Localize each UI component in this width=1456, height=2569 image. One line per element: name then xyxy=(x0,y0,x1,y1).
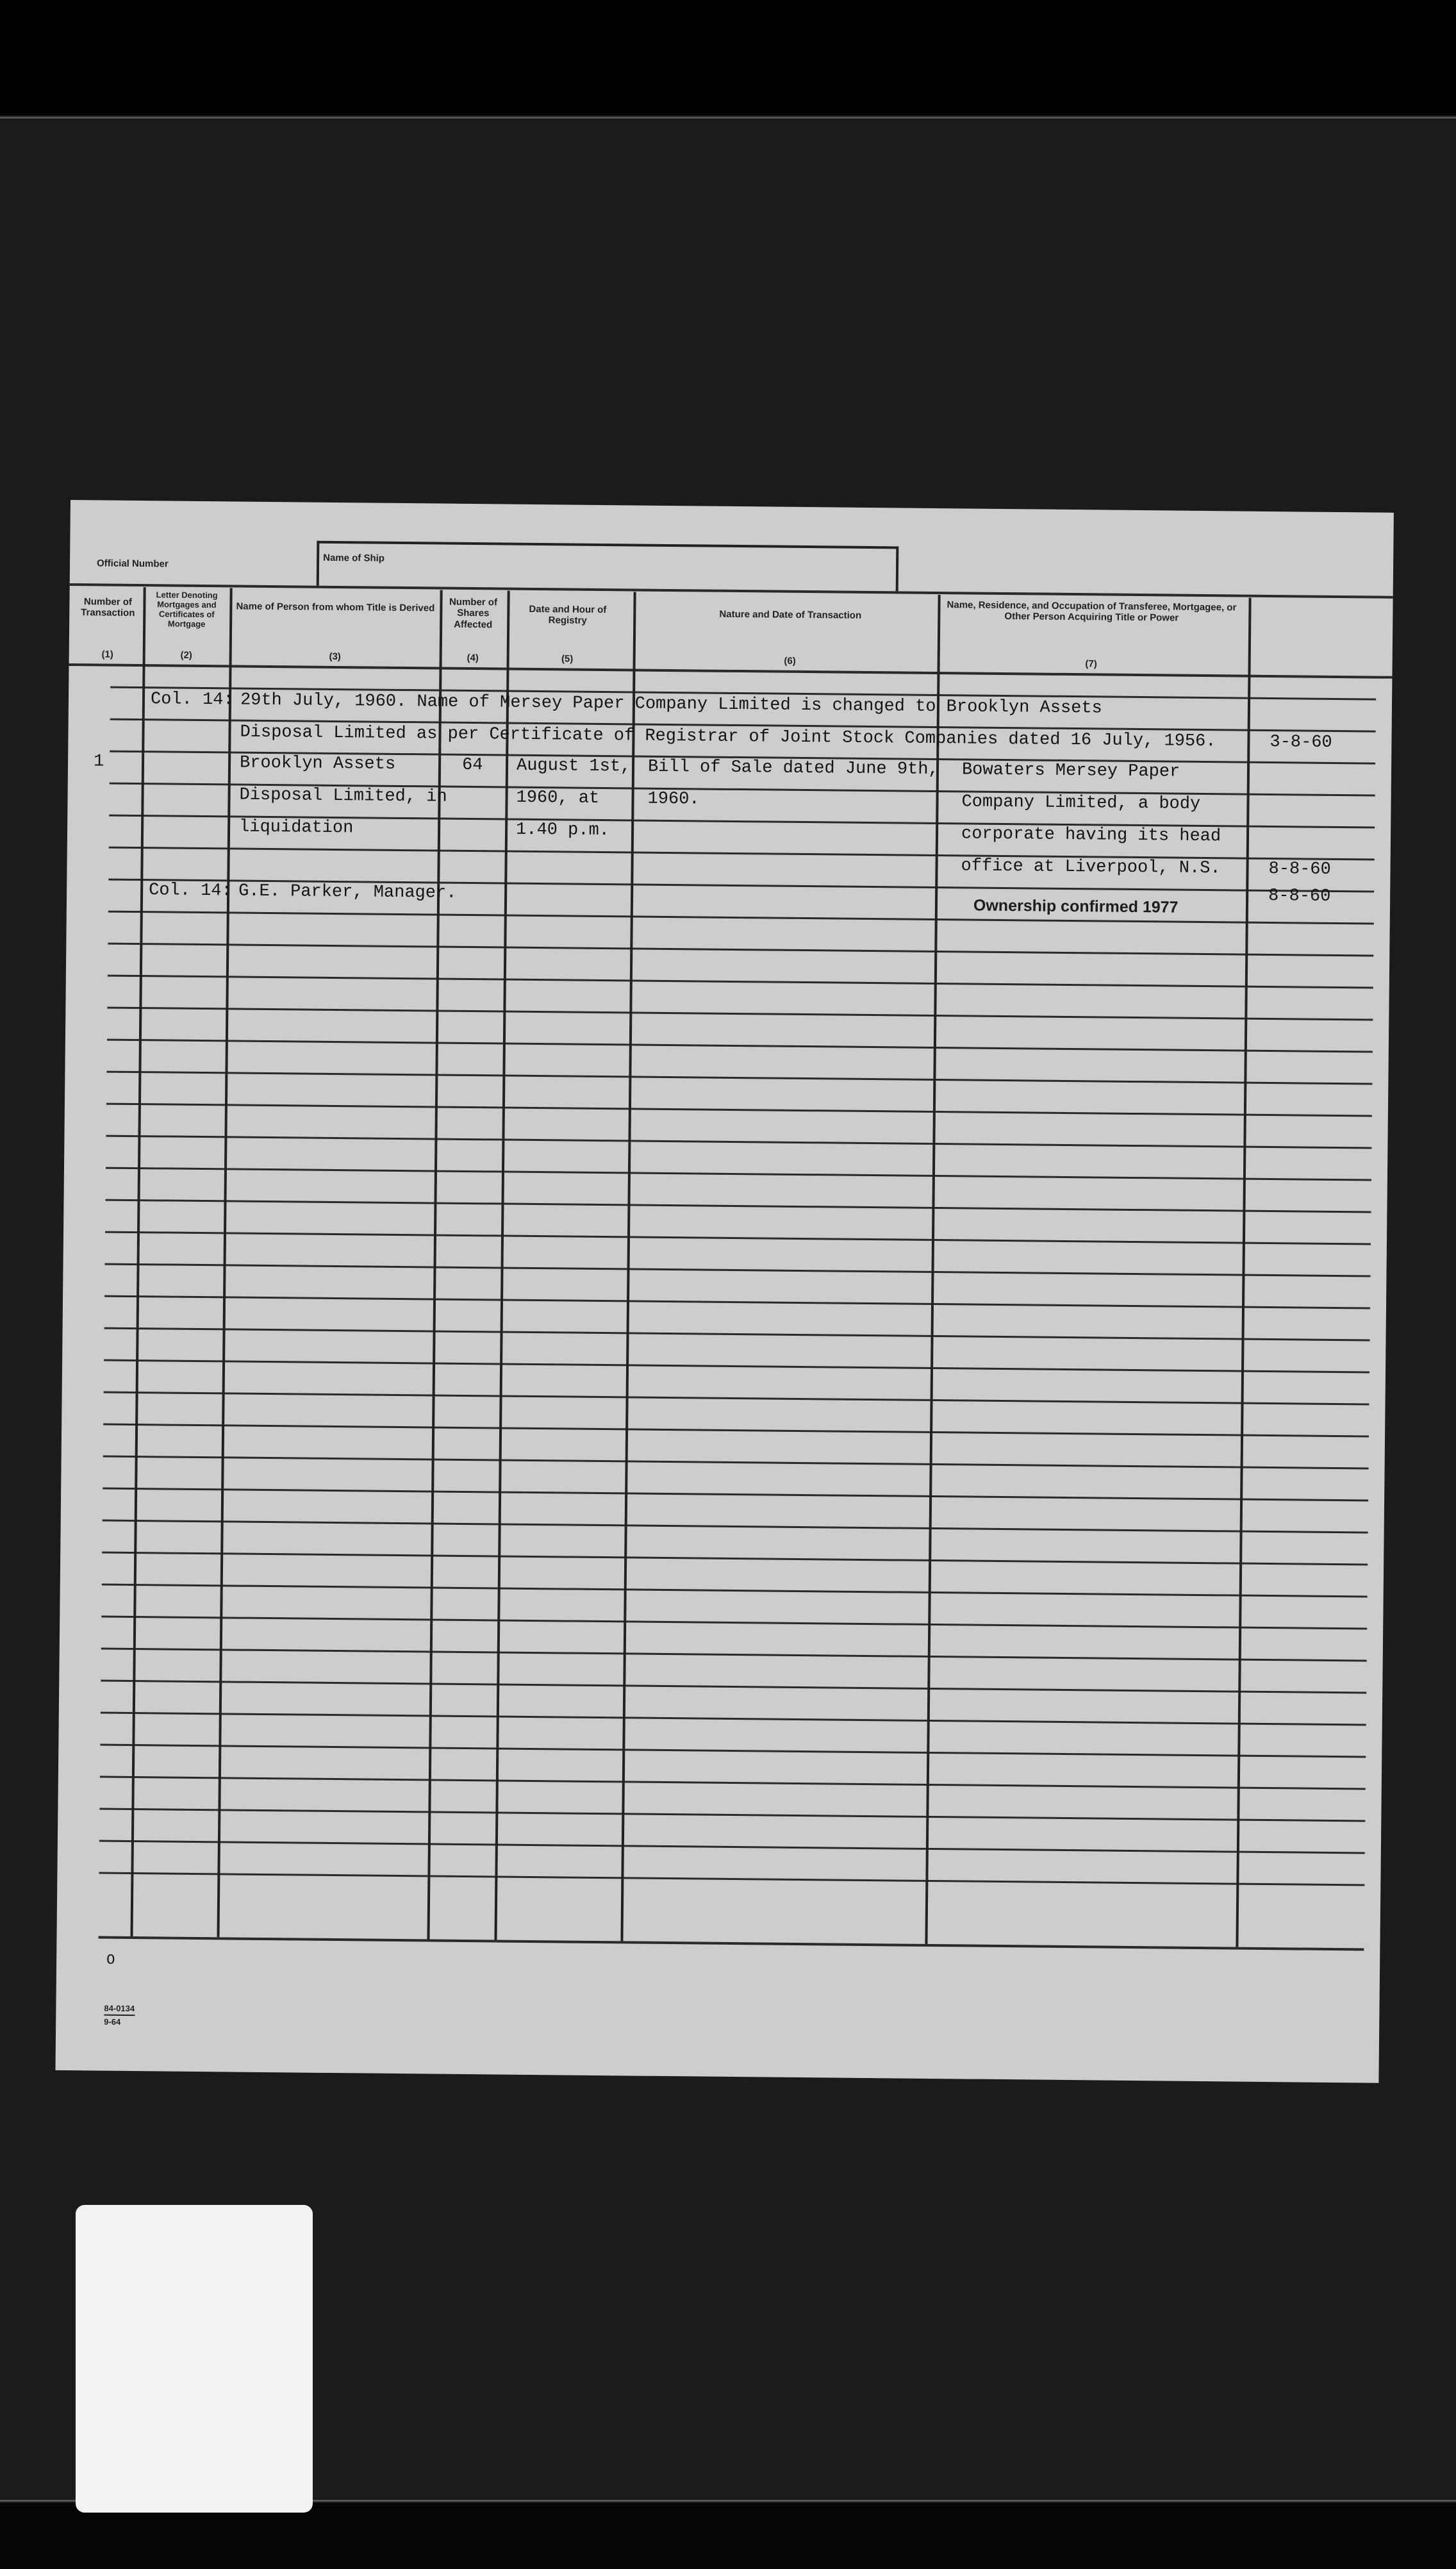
ruled-line xyxy=(101,1616,1367,1630)
entry-line2-date: 3-8-60 xyxy=(1270,732,1332,752)
col3-heading: Name of Person from whom Title is Derived xyxy=(236,601,435,614)
col4-number: (4) xyxy=(467,652,479,664)
column-divider xyxy=(925,595,940,1944)
ruled-line xyxy=(101,1680,1366,1694)
ruled-line xyxy=(106,1135,1371,1149)
col7-line6: office at Liverpool, N.S. xyxy=(961,856,1221,879)
ruled-line xyxy=(103,1456,1369,1470)
corner-mark: O xyxy=(106,1952,115,1968)
ruled-line xyxy=(108,911,1374,925)
col7-heading: Name, Residence, and Occupation of Transferee, Mortgagee, or Other Person Acquiring Title or Power xyxy=(947,599,1237,624)
entry-line2: Disposal Limited as per Certificate of Registrar of Joint Stock Companies dated 16 July, 1956. xyxy=(240,722,1216,752)
col6-heading: Nature and Date of Transaction xyxy=(719,608,862,621)
col7-number: (7) xyxy=(1085,658,1097,670)
film-top-border xyxy=(0,0,1456,115)
col5-line5: 1.40 p.m. xyxy=(515,820,610,841)
name-of-ship-box-top xyxy=(317,541,897,549)
official-number-label: Official Number xyxy=(96,558,169,570)
ruled-line xyxy=(104,1392,1369,1406)
column-divider xyxy=(1236,598,1251,1947)
ruled-line xyxy=(102,1584,1368,1598)
col2-number: (2) xyxy=(180,649,192,661)
film-light-patch xyxy=(76,2205,313,2513)
ruled-line xyxy=(106,1071,1372,1085)
col3-line4: Disposal Limited, in xyxy=(239,785,447,807)
form-date: 9-64 xyxy=(104,2016,121,2027)
ruled-line xyxy=(100,1776,1366,1790)
ruled-line xyxy=(107,1039,1373,1053)
ruled-line xyxy=(105,1231,1371,1245)
column-dividers xyxy=(70,500,1394,513)
form-number: 84-0134 xyxy=(104,2004,135,2016)
ruled-line xyxy=(99,1872,1364,1886)
ruled-line xyxy=(103,1520,1368,1534)
col1-number: (1) xyxy=(101,649,113,660)
name-of-ship-label: Name of Ship xyxy=(323,552,385,564)
ruled-line xyxy=(104,1295,1370,1309)
entry-col2-line7: Col. 14: xyxy=(149,881,232,901)
column-divider xyxy=(217,588,232,1937)
name-of-ship-box-right xyxy=(896,546,899,591)
ruled-line xyxy=(106,1167,1371,1181)
col5-line3: August 1st, xyxy=(516,756,631,777)
ruled-line xyxy=(99,1808,1365,1822)
col6-line3: Bill of Sale dated June 9th, xyxy=(647,757,939,780)
date-line7: 8-8-60 xyxy=(1268,886,1331,906)
column-divider xyxy=(620,592,636,1941)
col7-line4: Company Limited, a body xyxy=(961,792,1201,814)
ruled-line xyxy=(100,1744,1366,1758)
col7-line5: corporate having its head xyxy=(961,824,1221,847)
name-of-ship-box-left xyxy=(317,541,320,586)
col4-shares: 64 xyxy=(461,755,483,776)
entry-col2-line1: Col. 14: xyxy=(150,690,234,710)
ruled-line xyxy=(101,1712,1366,1726)
col5-line4: 1960, at xyxy=(516,788,600,808)
col2-heading: Letter Denoting Mortgages and Certificates of Mortgage xyxy=(156,590,218,629)
ruled-line xyxy=(104,1359,1369,1374)
col7-line3: Bowaters Mersey Paper xyxy=(961,760,1180,782)
header-rule xyxy=(70,583,1393,599)
register-sheet xyxy=(55,500,1393,2083)
col4-heading: Number of Shares Affected xyxy=(449,596,498,630)
col1-heading: Number of Transaction xyxy=(81,596,135,619)
ruled-line xyxy=(103,1488,1368,1502)
ruled-line xyxy=(108,943,1373,957)
film-bottom-border xyxy=(0,2503,1456,2569)
ruled-line xyxy=(101,1648,1367,1662)
ruled-line xyxy=(107,1007,1373,1021)
ruled-line xyxy=(105,1263,1371,1277)
col5-number: (5) xyxy=(561,653,574,665)
date-line6: 8-8-60 xyxy=(1268,859,1331,879)
table-bottom-rule xyxy=(98,1936,1364,1951)
col6-number: (6) xyxy=(784,655,796,667)
ruled-lines xyxy=(70,500,1394,513)
ruled-line xyxy=(108,975,1373,989)
column-divider xyxy=(130,587,145,1936)
film-edge-line xyxy=(0,117,1456,119)
col3-number: (3) xyxy=(329,651,341,663)
transaction-number: 1 xyxy=(93,752,104,772)
entry-line1: 29th July, 1960. Name of Mersey Paper Company Limited is changed to Brooklyn Assets xyxy=(240,690,1102,719)
entry-line7: G.E. Parker, Manager. xyxy=(238,881,457,903)
ruled-line xyxy=(104,1327,1370,1342)
ruled-line xyxy=(106,1103,1372,1117)
ownership-stamp: Ownership confirmed 1977 xyxy=(973,896,1179,917)
ruled-line xyxy=(99,1840,1365,1854)
ruled-line xyxy=(102,1552,1368,1566)
col5-heading: Date and Hour of Registry xyxy=(529,603,607,626)
ruled-line xyxy=(103,1424,1369,1438)
column-divider xyxy=(494,591,509,1940)
col3-line5: liquidation xyxy=(238,817,354,838)
col3-line3: Brooklyn Assets xyxy=(239,753,396,774)
ruled-line xyxy=(106,1199,1371,1213)
col6-line4: 1960. xyxy=(647,789,700,810)
